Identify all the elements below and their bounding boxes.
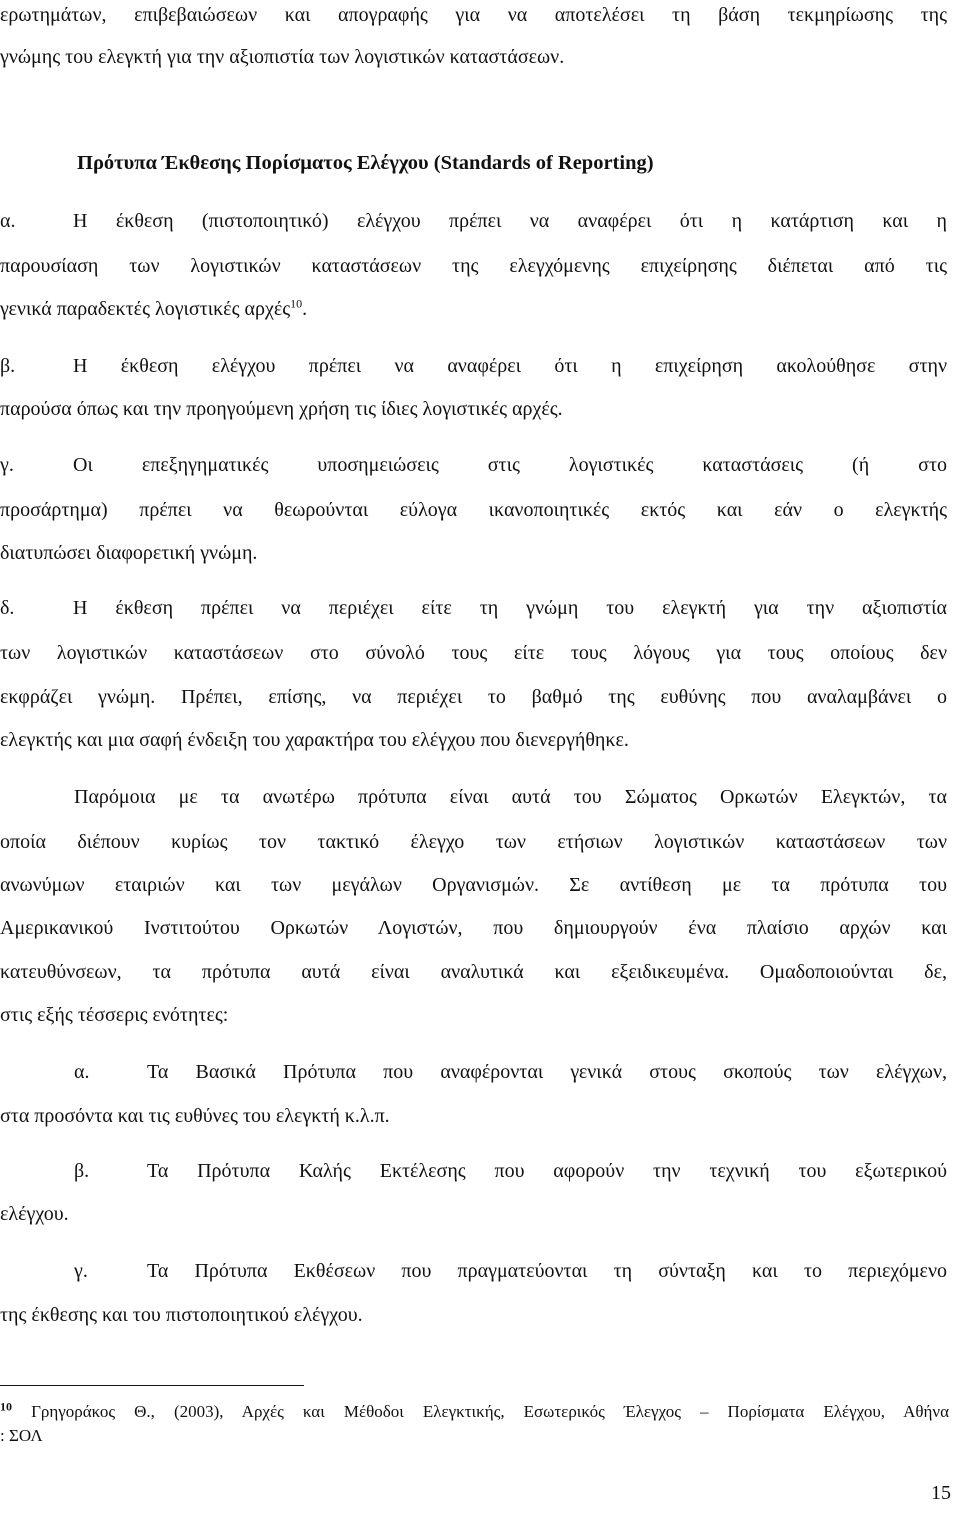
list-marker: γ.	[74, 1260, 88, 1282]
text-line: οποία διέπουν κυρίως τον τακτικό έλεγχο των ετήσιων λογιστικών καταστάσεων των	[0, 831, 947, 853]
list-marker: δ.	[0, 597, 15, 619]
footnote-number: 10	[0, 1399, 12, 1414]
list-item-line	[0, 454, 947, 477]
text-line: στις εξής τέσσερις ενότητες:	[0, 1004, 229, 1026]
list-item-line	[0, 1061, 947, 1084]
text-span: Η έκθεση πρέπει να περιέχει είτε τη γνώμη του ελεγκτή για την αξιοπιστία	[73, 597, 947, 619]
list-marker: γ.	[0, 454, 14, 476]
text-line	[0, 298, 947, 321]
list-marker: β.	[0, 355, 16, 377]
list-marker: α.	[0, 210, 16, 232]
text-line: ελεγκτής και μια σαφή ένδειξη του χαρακτήρα του ελέγχου που διενεργήθηκε.	[0, 729, 629, 751]
text-span: Παρόμοια με τα ανωτέρω πρότυπα είναι αυτά του Σώματος Ορκωτών Ελεγκτών, τα	[74, 786, 947, 808]
paragraph-line	[0, 786, 947, 809]
text-line: της έκθεσης και του πιστοποιητικού ελέγχου.	[0, 1304, 363, 1326]
text-line: προσάρτημα) πρέπει να θεωρούνται εύλογα ικανοποιητικές εκτός και εάν ο ελεγκτής	[0, 499, 947, 521]
list-item-line	[0, 355, 947, 378]
text-span: Τα Πρότυπα Καλής Εκτέλεσης που αφορούν την τεχνική του εξωτερικού	[147, 1160, 947, 1182]
text-line: παρούσα όπως και την προηγούμενη χρήση τις ίδιες λογιστικές αρχές.	[0, 398, 563, 420]
footnote-text: Γρηγοράκος Θ., (2003), Αρχές και Μέθοδοι Ελεγκτικής, Εσωτερικός Έλεγχος – Πορίσματα Ελέγχου, Αθήνα	[31, 1402, 950, 1421]
text-line: εκφράζει γνώμη. Πρέπει, επίσης, να περιέχει το βαθμό της ευθύνης που αναλαμβάνει ο	[0, 686, 947, 708]
text-span: Η έκθεση ελέγχου πρέπει να αναφέρει ότι η επιχείρηση ακολούθησε στην	[73, 355, 947, 377]
footnote-separator	[0, 1385, 304, 1386]
text-span: Τα Βασικά Πρότυπα που αναφέρονται γενικά στους σκοπούς των ελέγχων,	[147, 1061, 947, 1083]
text-line: γνώμης του ελεγκτή για την αξιοπιστία των λογιστικών καταστάσεων.	[0, 46, 565, 68]
footnote-line	[0, 1399, 950, 1422]
footnote-continuation: : ΣΟΛ	[0, 1426, 43, 1445]
list-item-line	[0, 597, 947, 620]
text-line: παρουσίαση των λογιστικών καταστάσεων της ελεγχόμενης επιχείρησης διέπεται από τις	[0, 255, 947, 277]
text-span: Οι επεξηγηματικές υποσημειώσεις στις λογιστικές καταστάσεις (ή στο	[73, 454, 947, 476]
list-marker: α.	[74, 1061, 90, 1083]
section-heading: Πρότυπα Έκθεσης Πορίσματος Ελέγχου (Standards of Reporting)	[77, 152, 654, 174]
text-line: των λογιστικών καταστάσεων στο σύνολό τους είτε τους λόγους για τους οποίους δεν	[0, 642, 947, 664]
text-line: ερωτημάτων, επιβεβαιώσεων και απογραφής για να αποτελέσει τη βάση τεκμηρίωσης της	[0, 4, 947, 26]
text-line: ελέγχου.	[0, 1203, 69, 1225]
text-line: κατευθύνσεων, τα πρότυπα αυτά είναι αναλυτικά και εξειδικευμένα. Ομαδοποιούνται δε,	[0, 961, 947, 983]
text-line: διατυπώσει διαφορετική γνώμη.	[0, 542, 258, 564]
list-item-line	[0, 210, 947, 233]
text-line: ανωνύμων εταιριών και των μεγάλων Οργανισμών. Σε αντίθεση με τα πρότυπα του	[0, 874, 947, 896]
footnote-ref[interactable]: 10	[290, 296, 303, 311]
text-line: στα προσόντα και τις ευθύνες του ελεγκτή κ.λ.π.	[0, 1105, 390, 1127]
text-span: Η έκθεση (πιστοποιητικό) ελέγχου πρέπει να αναφέρει ότι η κατάρτιση και η	[73, 210, 947, 232]
text-span: Τα Πρότυπα Εκθέσεων που πραγματεύονται τη σύνταξη και το περιεχόμενο	[147, 1260, 947, 1282]
text-span: γενικά παραδεκτές λογιστικές αρχές	[0, 298, 291, 320]
list-item-line	[0, 1260, 947, 1283]
text-line: Αμερικανικού Ινστιτούτου Ορκωτών Λογιστών, που δημιουργούν ένα πλαίσιο αρχών και	[0, 917, 947, 939]
list-item-line	[0, 1160, 947, 1183]
text-span: .	[302, 298, 308, 320]
page-number: 15	[931, 1482, 951, 1504]
list-marker: β.	[74, 1160, 90, 1182]
